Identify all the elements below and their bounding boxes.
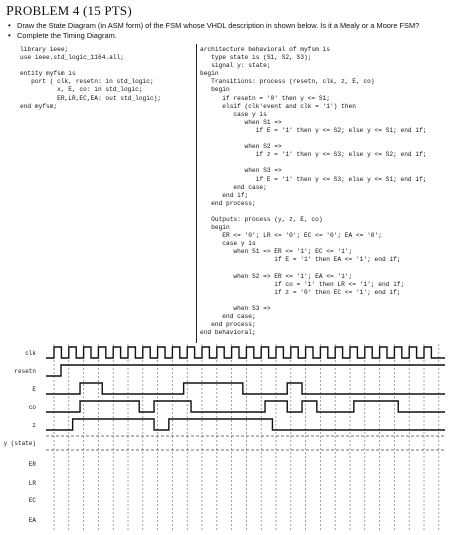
signal-label: ER <box>28 461 36 468</box>
code-line: when S3 => <box>200 305 271 312</box>
code-line: ER,LR,EC,EA: out std_logic); <box>20 94 162 102</box>
code-line: if E = '1' then y <= S2; else y <= S1; end if; <box>200 126 427 134</box>
resetn-waveform <box>46 365 445 376</box>
code-line: end if; <box>200 191 249 199</box>
code-line: begin <box>200 70 219 78</box>
instruction-bullet-2: • Complete the Timing Diagram. <box>8 31 117 40</box>
signal-label: E <box>32 386 36 393</box>
code-line: end myfsm; <box>20 102 58 110</box>
co-waveform <box>46 401 445 412</box>
code-line: x, E, co: in std_logic; <box>20 86 143 94</box>
code-line <box>200 297 427 305</box>
clk-waveform <box>46 347 445 358</box>
code-line: end behavioral; <box>200 329 256 337</box>
problem-title: PROBLEM 4 (15 PTS) <box>6 3 132 19</box>
code-line: if co = '1' then LR <= '1'; end if; <box>200 280 405 288</box>
signal-label: co <box>28 404 36 411</box>
code-line: when S1 => ER <= '1'; EC <= '1'; <box>200 248 353 256</box>
signal-label: z <box>32 422 36 429</box>
code-line: library ieee; <box>20 46 69 53</box>
code-line: port ( clk, resetn: in std_logic; <box>20 78 154 86</box>
code-divider <box>196 44 197 343</box>
code-line: entity myfsm is <box>20 70 76 78</box>
code-line: end case; <box>200 183 267 191</box>
code-line: case y is <box>200 240 256 248</box>
entity-code-block <box>20 46 161 111</box>
code-line: begin <box>200 86 230 94</box>
z-waveform <box>46 419 445 430</box>
code-line: if z = '0' then EC <= '1'; end if; <box>200 288 401 296</box>
code-line: end process; <box>200 199 256 207</box>
code-line: when S3 => <box>200 167 282 175</box>
code-line <box>200 265 427 273</box>
signal-label: LR <box>28 480 36 487</box>
code-line: if z = '1' then y <= S3; else y <= S2; end if; <box>200 151 427 159</box>
code-line: if E = '1' then y <= S3; else y <= S1; end if; <box>200 175 427 183</box>
code-line: Transitions: process (resetn, clk, z, E, co) <box>200 78 375 86</box>
code-line <box>200 135 427 143</box>
instruction-bullet-1: • Draw the State Diagram (in ASM form) of the FSM whose VHDL description in shown below. Is it a Mealy or a Moore FSM? <box>8 21 419 30</box>
architecture-code-block <box>200 46 427 337</box>
code-line <box>200 159 427 167</box>
code-line: if E = '1' then EA <= '1'; end if; <box>200 256 401 264</box>
code-line: case y is <box>200 110 267 118</box>
code-line <box>20 62 161 70</box>
signal-label: clk <box>25 350 36 357</box>
code-line: ER <= '0'; LR <= '0'; EC <= '0'; EA <= '0'; <box>200 232 382 240</box>
code-line: when S2 => <box>200 143 282 151</box>
code-line: when S2 => ER <= '1'; EA <= '1'; <box>200 272 353 280</box>
code-line: if resetn = '0' then y <= S1; <box>200 94 330 102</box>
signal-label: resetn <box>14 368 36 375</box>
code-line: end process; <box>200 321 256 329</box>
code-line: type state is (S1, S2, S3); <box>200 54 312 62</box>
code-line: end case; <box>200 313 256 321</box>
code-line: begin <box>200 224 230 232</box>
E-waveform <box>46 383 445 394</box>
signal-label: EA <box>28 517 36 524</box>
code-line: elsif (clk'event and clk = '1') then <box>200 102 356 110</box>
code-line: when S1 => <box>200 118 282 126</box>
timing-diagram <box>0 340 474 535</box>
code-line: architecture behavioral of myfsm is <box>200 46 330 53</box>
code-line <box>200 208 427 216</box>
code-line: Outputs: process (y, z, E, co) <box>200 215 323 223</box>
code-line: signal y: state; <box>200 62 271 70</box>
code-line: use ieee.std_logic_1164.all; <box>20 54 124 62</box>
signal-label: EC <box>28 497 36 504</box>
signal-label: y (state) <box>3 440 36 447</box>
